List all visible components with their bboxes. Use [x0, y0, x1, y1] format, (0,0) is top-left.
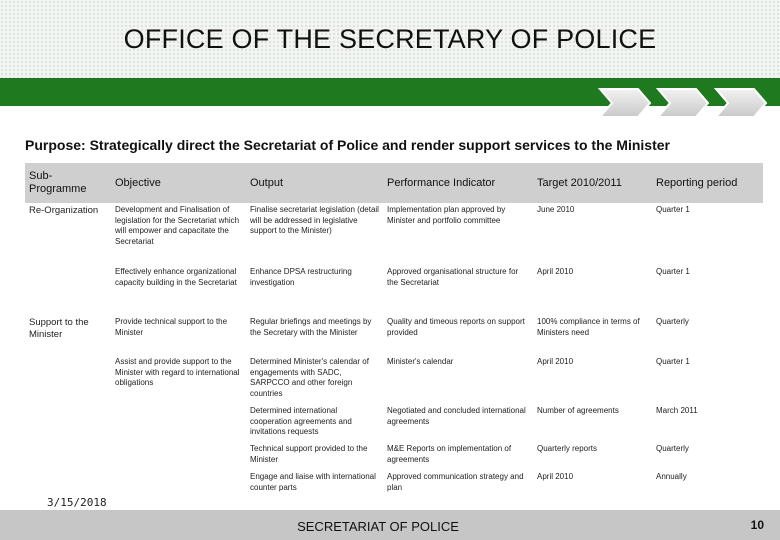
- cell-target: Number of agreements: [537, 406, 619, 415]
- cell-performance-indicator: Implementation plan approved by Minister and portfolio committee: [387, 205, 506, 225]
- slide-title: OFFICE OF THE SECRETARY OF POLICE: [123, 24, 657, 54]
- cell-sub-programme: [25, 442, 111, 470]
- cell-objective: Development and Finalisation of legislation for the Secretariat which will empower and capacitate the Secretariat: [115, 205, 240, 246]
- cell-output: Enhance DPSA restructuring investigation: [250, 267, 352, 287]
- cell-output: Technical support provided to the Minister: [250, 444, 368, 464]
- header-output: Output: [246, 163, 383, 203]
- cell-objective: Assist and provide support to the Minister with regard to international obligations: [115, 357, 240, 388]
- cell-sub-programme: [25, 404, 111, 442]
- cell-reporting-period: March 2011: [656, 406, 698, 415]
- cell-output: Finalise secretariat legislation (detail will be addressed in legislative support to the Minister): [250, 205, 379, 236]
- cell-sub-programme: Re-Organization: [29, 205, 99, 216]
- cell-sub-programme: Support to the Minister: [29, 317, 89, 340]
- cell-output: Determined Minister's calendar of engagements with SADC, SARPCCO and other foreign countries: [250, 357, 369, 398]
- cell-sub-programme: [25, 355, 111, 404]
- cell-reporting-period: Quarterly: [656, 317, 689, 326]
- cell-performance-indicator: Negotiated and concluded international agreements: [387, 406, 526, 426]
- cell-target: April 2010: [537, 472, 574, 481]
- table-row: [25, 315, 763, 355]
- table-header-row: [25, 163, 763, 203]
- cell-output: Regular briefings and meetings by the Secretary with the Minister: [250, 317, 372, 337]
- cell-reporting-period: Quarter 1: [656, 357, 690, 366]
- cell-target: June 2010: [537, 205, 575, 214]
- page-number: 10: [750, 518, 764, 532]
- cell-reporting-period: Quarter 1: [656, 205, 690, 214]
- chevron-decoration: [598, 86, 780, 120]
- slide-date: 3/15/2018: [47, 496, 107, 509]
- table-row: [25, 404, 763, 442]
- cell-target: Quarterly reports: [537, 444, 598, 453]
- cell-target: April 2010: [537, 357, 574, 366]
- chevron-arrow-icon: [716, 89, 766, 117]
- cell-performance-indicator: M&E Reports on implementation of agreements: [387, 444, 512, 464]
- cell-objective: Effectively enhance organizational capacity building in the Secretariat: [115, 267, 237, 287]
- objectives-table: [25, 163, 763, 500]
- cell-reporting-period: Annually: [656, 472, 687, 481]
- table-row: [25, 203, 763, 265]
- table-row: [25, 470, 763, 500]
- cell-performance-indicator: Quality and timeous reports on support provided: [387, 317, 525, 337]
- header-target: Target 2010/2011: [533, 163, 652, 203]
- header-objective: Objective: [111, 163, 246, 203]
- cell-objective: [111, 404, 246, 442]
- table-row: [25, 265, 763, 315]
- table-row: [25, 355, 763, 404]
- cell-reporting-period: Quarter 1: [656, 267, 690, 276]
- header-sub-programme: Sub-Programme: [25, 163, 111, 203]
- cell-target: 100% compliance in terms of Ministers need: [537, 317, 640, 337]
- chevron-arrow-icon: [658, 89, 708, 117]
- footer-title: SECRETARIAT OF POLICE: [297, 519, 459, 534]
- cell-output: Determined international cooperation agreements and invitations requests: [250, 406, 352, 437]
- cell-objective: [111, 470, 246, 500]
- cell-output: Engage and liaise with international counter parts: [250, 472, 376, 492]
- cell-performance-indicator: Approved organisational structure for the Secretariat: [387, 267, 519, 287]
- cell-reporting-period: Quarterly: [656, 444, 689, 453]
- header-performance-indicator: Performance Indicator: [383, 163, 533, 203]
- cell-target: April 2010: [537, 267, 574, 276]
- purpose-statement: Purpose: Strategically direct the Secretariat of Police and render support services to the Minister: [25, 137, 670, 153]
- table-row: [25, 442, 763, 470]
- cell-performance-indicator: Approved communication strategy and plan: [387, 472, 524, 492]
- cell-performance-indicator: Minister's calendar: [387, 357, 454, 366]
- cell-objective: Provide technical support to the Minister: [115, 317, 228, 337]
- cell-sub-programme: [25, 265, 111, 315]
- chevron-arrow-icon: [600, 89, 650, 117]
- cell-objective: [111, 442, 246, 470]
- header-reporting-period: Reporting period: [652, 163, 763, 203]
